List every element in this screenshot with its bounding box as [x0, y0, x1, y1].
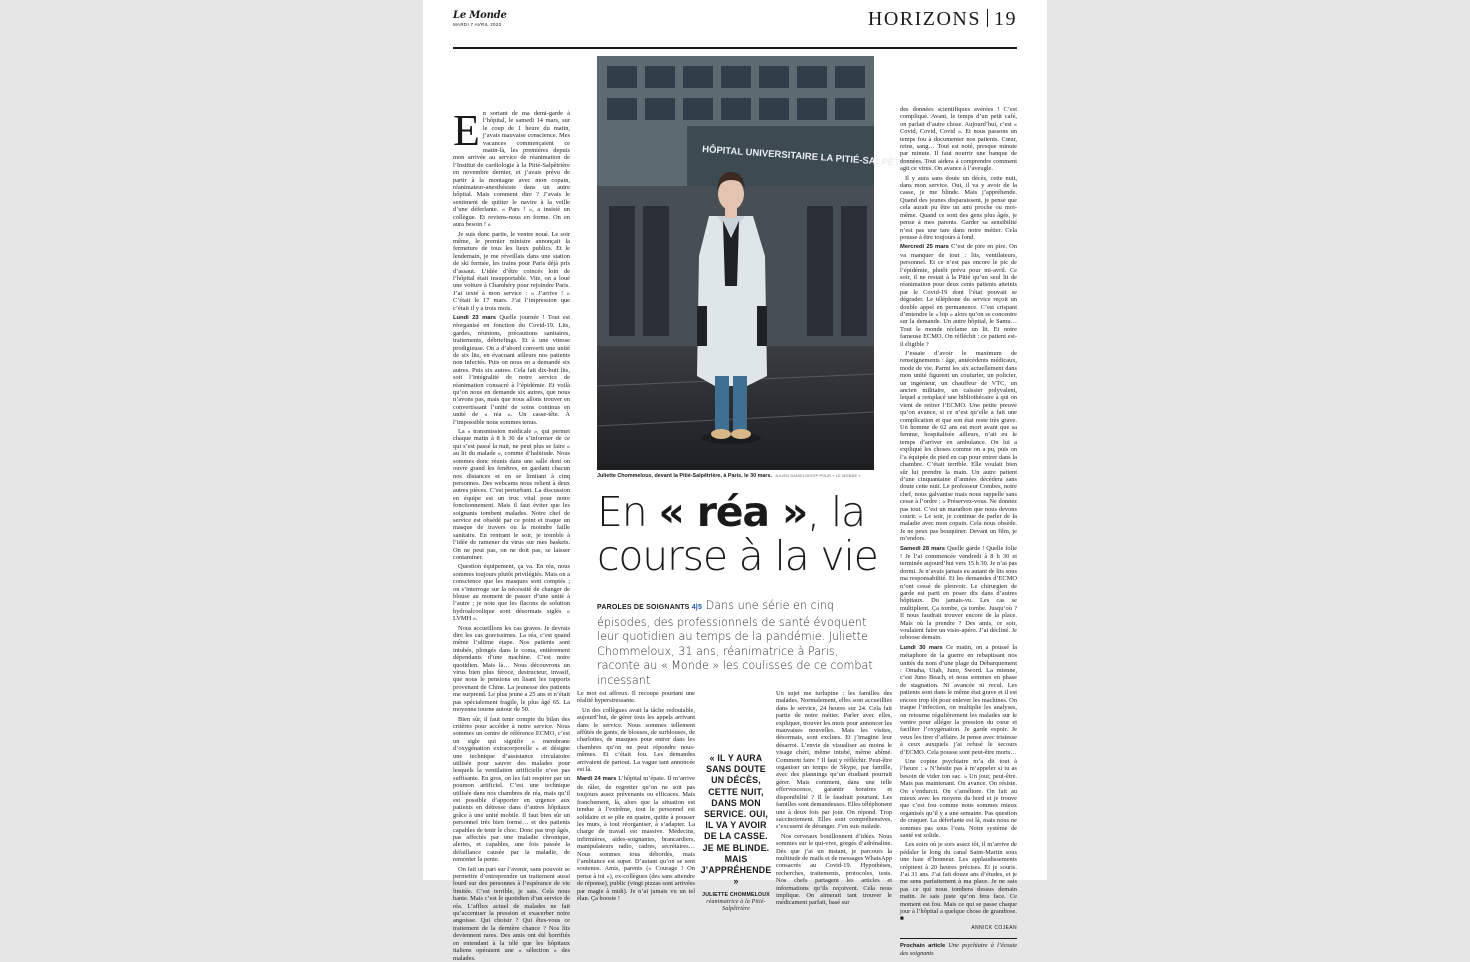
- article-paragraph: Nos cerveaux bouillonnent d’idées. Nous sommes sur le qui-vive, gorgés d’adrénaline. Dès que j’ai un instant, je parcours la multitude de mails et de messages WhatsApp consacrés au Covid-19. Hypothèses, recherches, traitements, protocoles, tests. Nos chefs partagent les articles et informations qu’ils reçoivent. Cela nous implique. On aimerait tant trouver le médicament parfait, basé sur: [776, 832, 892, 907]
- article-paragraph: Nous accueillons les cas graves. Je devrais dire les cas gravissimes. La réa, c’est quand même l’ultime étape. Nos patients sont intubés, plongés dans le coma, entièrement dépendants d’une machine. C’est notre quotidien. Mais là… Nous découvrons un virus bien plus féroce, destructeur, invasif, que nous le pensions en lisant les rapports provenant de Chine. La jeunesse des patients me surprend. Le plus jeune a 25 ans et n’était pas spécialement fragile, le plus âgé 65. La moyenne tourne autour de 50.: [453, 624, 570, 714]
- article-paragraph: Un sujet me turlupine : les familles des malades. Normalement, elles sont accueillies dans le service, 24 heures sur 24. Cela fait partie de notre métier. Parler avec elles, expliquer, trouver les mots pour annoncer les mauvaises nouvelles. Mais les visites, désormais, sont exclues. Et j’imagine leur désarroi. L’envie de visualiser au moins le visage chéri, même intubé, même abîmé. Comment faire ? Il faut y réfléchir. Peut-être organiser un temps de Skype, par famille, avec des plannings qu’un étudiant pourrait gérer. Mais comment, dans une telle effervescence, garantir horaires et disponibilité ? Il le faudrait pourtant. Les familles sont demandeuses. Elles téléphonent une à deux fois par jour. On répond. Trop succinctement. Elles sont compréhensives, s’excusent de déranger. J’en suis malade.: [776, 690, 892, 831]
- column-2-body: [577, 690, 695, 902]
- article-column-1: [453, 106, 570, 962]
- section-divider: [987, 9, 988, 27]
- column-4-body: [900, 106, 1017, 923]
- section-name: HORIZONS: [867, 8, 981, 30]
- article-column-4: [900, 106, 1017, 958]
- article-paragraph: Le mot est affreux. Il recoupe pourtant une réalité hyperstressante.: [577, 690, 695, 705]
- drop-cap: E: [453, 106, 480, 155]
- article-paragraph: Lundi 30 mars Ce matin, on a poussé la métaphore de la guerre en rebaptisant nos unités du nom d’une plage du Débarquement : Omaha, Utah, Juno, Sword. La mienne, c’est Juno Beach, et nous sommes en phase de stagnation. Ni avancée ni recul. Les patients sont dans le même état grave et il est encore trop tôt pour enlever les machines. On traque l’infection, on multiplie les analyses, on retourne régulièrement les malades sur le ventre pour alléger la pression du cœur et faciliter l’oxygénation. Je garde espoir. Je veux les tirer d’affaire. Je pense avec tristesse à ceux auxquels j’ai refusé le secours d’ECMO. Cela pousse sont peut-être morts…: [900, 643, 1017, 756]
- next-article-label: Prochain article: [900, 943, 946, 950]
- header-rule: [453, 47, 1017, 49]
- article-paragraph: La « transmission médicale », qui permet chaque matin à 8 h 30 de s’informer de ce qui s’est passé la nuit, ne peut plus se faire « au lit du malade », comme d’habitude. Nous sommes donc réunis dans une salle dont on ouvre grand les fenêtres, en gardant chacun nos distances et en se limitant à cinq personnes. Des webcams nous relient à deux autres pièces. C’est perturbant. La discussion en équipe est un truc vital pour notre fonctionnement. Mais il faut éviter que les soignants tombent malades. Notre chef de service est obsédé par ce point et traque un masque de travers ou la moindre faille sanitaire. En rentrant le soir, je tremble à l’idée de ramener du virus sur mes baskets. On ne peut pas, on ne doit pas, se laisser contaminer.: [453, 428, 570, 561]
- photo-credit: JULIEN DANIEL/MYOP POUR « LE MONDE »: [774, 474, 861, 478]
- page-number: 19: [994, 8, 1017, 30]
- article-column-3: [776, 690, 892, 907]
- article-paragraph: des données scientifiques avérées ! C’est compliqué. Avant, le temps d’un petit café, on parlait d’autre chose. Aujourd’hui, c’est « Covid, Covid, Covid ». Et nous passons un temps fou à documenter nos patients. Cœur, reins, sang… Tout est noté, presque minute par minute. Il faut nourrir une banque de données. Tout aidera à comprendre comment agit ce virus. On avance à l’aveugle.: [900, 106, 1017, 173]
- headline: [597, 490, 887, 578]
- episode-number: 4|5: [691, 604, 703, 611]
- article-paragraph: Lundi 23 mars Quelle journée ! Tout est réorganisé en fonction du Covid-19. Lits, gardes, réunions, précautions sanitaires, traitements, débriefings. Et à une vitesse prodigieuse. On a d’abord converti une unité de six lits, en évacuant ailleurs nos patients non infectés. Puis on nous en a demandé six autres. Puis six autres. Cela fait dix-huit lits, soit l’intégralité de notre service de réanimation consacré à l’épidémie. Et voilà qu’on nous en demande six autres, que nous n’avons pas, mais que nous allons trouver en convertissant l’unité de soins continus en unité de « réa ». Un casse-tête. À l’impossible nous sommes tenus.: [453, 313, 570, 426]
- hospital-sign-text: HÔPITAL UNIVERSITAIRE LA PITIÉ-SALPÊTRIÈRE: [701, 144, 930, 171]
- le-monde-logo: Le Monde: [453, 10, 507, 21]
- next-article-text: Une psychiatre à l’écoute des soignants: [900, 942, 1017, 958]
- next-article: [900, 938, 1017, 957]
- pull-quote-author: JULIETTE CHOMMELOUX: [702, 892, 770, 899]
- date-label: Lundi 30 mars: [900, 644, 947, 651]
- article-paragraph: Un des collègues avait la tâche redoutable, aujourd’hui, de gérer tous les appels arrivant dans le service. Nous sommes tellement affûtés de gants, de blouses, de surblouses, de charlottes, de masques pour entrer dans les chambres qu’on ne peut répondre nous-mêmes. Et c’était fou. Les demandes arrivaient de partout. La vague tant annoncée est là.: [577, 706, 695, 774]
- pull-quote-text: « IL Y AURA SANS DOUTE UN DÉCÈS, CETTE NUIT, DANS MON SERVICE. OUI, IL VA Y AVOIR DE LA CASSE. JE ME BLINDE. MAIS J’APPRÉHENDE »: [700, 753, 772, 887]
- date-label: Mercredi 25 mars: [900, 244, 952, 251]
- date-label: Mardi 24 mars: [577, 776, 619, 783]
- article-paragraph: J’essaie d’avoir le maximum de renseignements : âge, antécédents médicaux, mode de vie. Parmi les six actuellement dans mon unité figurent un couturier, un policier, un ingénieur, un chauffeur de VTC, un ancien militaire, un caissier polyvalent, lequel a remplacé une bibliothécaire à qui on vient de retirer l’ECMO. Une petite preuve qu’on avance, si ce n’est qu’elle a fait une complication et que son état reste très grave. Un homme de 62 ans est mort avant que sa femme, hospitalisée ailleurs, n’ait eu le temps d’arriver en ambulance. On lui a expliqué les choses comme on a pu, puis on l’a équipée de pied en cap pour entrer dans la chambre. C’était terrible. Elle voulait bien sûr lui prendre la main. Un autre patient d’une cinquantaine d’années décédera sans doute cette nuit. Le professeur Combes, notre chef, nous galvanise mais nous rappelle sans cesse à l’ordre : « Préservez-vous. Ne donnez pas tout. C’est un marathon que nous devons courir. » Le soir, je continue de parler de la maladie avec mon copain. Cela nous obsède. Je ne peux pas bouquiner. Devant un film, je m’endors.: [900, 350, 1017, 543]
- article-paragraph: Samedi 28 mars Quelle garde ! Quelle folie ! Je l’ai commencée vendredi à 8 h 30 et terminée aujourd’hui vers 15 h 30. Je n’ai pas dormi. Je n’avais jamais eu autant de lits sous ma responsabilité. Et les demandes d’ECMO n’ont cessé de pleuvoir. Le chirurgien de garde est parti en poser dix dans d’autres hôpitaux. Du jamais-vu. Les cas se multiplient. Ça tombe, ça tombe. Jusqu’où ? Il nous faudrait trouver encore de la place. Mais où la prendre ? Des amis, ce soir, voulaient faire un visio-apéro. J’ai décliné. Je reboose demain.: [900, 544, 1017, 642]
- headline-bold: « réa »: [658, 488, 808, 536]
- article-paragraph: Mercredi 25 mars C’est de pire en pire. On va manquer de tout : lits, ventilateurs, personnel. Et ce n’est pas encore le pic de l’épidémie, plutôt prévu pour mi-avril. Ce soir, il ne restait à la Pitié qu’un seul lit de réanimation pour deux cents patients atteints par le Covid-19 dont l’état pouvait se dégrader. Le téléphone du service reçoit un double appel en permanence. C’est crispant d’entendre le « bip » alors qu’on se concentre sur la demande. Un autre hôpital, le Samu… Tout le monde réclame un lit. Et notre fameuse ECMO. On réfléchit : ce patient est-il éligible ?: [900, 243, 1017, 348]
- masthead: [453, 10, 507, 27]
- series-kicker: [597, 604, 702, 611]
- pull-quote: [699, 753, 773, 912]
- article-paragraph: Une copine psychiatre m’a dit tout à l’heure : « N’hésite pas à m’appeler si tu as besoin de vider ton sac. » Un jour, peut-être. Mais pas maintenant. On avance. On résiste. On s’endurcit. On s’améliore. On fait au mieux avec les moyens du bord et je trouve que c’est fou comme nous sommes mieux organisés qu’il y a une semaine. Pas question de craquer. La déferlante est là, mais nous ne sommes pas sous l’eau. Notre système de santé est solide.: [900, 757, 1017, 839]
- article-paragraph: Mardi 24 mars L’hôpital m’épate. Il m’arrive de râler, de regretter qu’on ne soit pas toujours assez prévenants ou efficaces. Mais franchement, là, alors que la situation est tendue à l’extrême, tout le personnel est solidaire et se plie en quatre, quitte à pousser les murs, à tout réorganiser, à s’adapter. La charge de travail est massive. Médecins, infirmières, aides-soignantes, brancardiers, manipulateurs radio, cadres, secrétaires… Nous sommes tous débordés, mais l’ambiance est super. D’autant qu’on se sent soutenus. Amis, parents (« Courage ! On pense à toi »), ex-collègues (des sans attendre de réponse), public (vingt pizzas sont arrivées par magie à midi). Je n’ai jamais vu un tel élan. Ça booste !: [577, 775, 695, 902]
- issue-date: MARDI 7 AVRIL 2020: [453, 22, 502, 27]
- article-paragraph: Je suis donc partie, le ventre noué. Le soir même, le premier ministre annonçait la fermeture de tous les lieux publics. Et le lendemain, je me réveillais dans une station de ski fermée, les trains pour Paris déjà pris d’assaut. L’idée d’être coincés loin de l’hôpital était insupportable. Vite, on a loué une voiture à Chambéry pour rejoindre Paris. J’ai texté à mon service : « J’arrive ! » C’était le 17 mars. J’ai l’impression que c’était il y a trois mois.: [453, 230, 570, 312]
- section-header: [868, 8, 1017, 31]
- date-label: Samedi 28 mars: [900, 545, 947, 552]
- date-label: Lundi 23 mars: [453, 314, 500, 321]
- article-paragraph: Question équipement, ça va. En réa, nous sommes toujours plutôt privilégiés. Mais on a conscience que les masques sont comptés ; on s’interroge sur la nécessité de changer de blouse au moment de passer d’une unité à l’autre ; je note que les flacons de solution hydroalcoolique sont désormais siglés « LVMH ».: [453, 563, 570, 623]
- article-paragraph: Il y aura sans doute un décès, cette nuit, dans mon service. Oui, il va y avoir de la casse, je me blinde. Mais j’appréhende. Quand des jeunes disparaissent, je pense que cela aurait pu être un ami proche ou moi-même. Quand ce sont des gens plus âgés, je pense à mes parents. Garder sa sensibilité n’est pas une tare dans notre métier. Cela pousse à être toujours à fond.: [900, 174, 1017, 241]
- photo-caption: [597, 473, 887, 479]
- newspaper-page: [423, 0, 1047, 962]
- standfirst: [597, 599, 882, 689]
- column-1-body: [453, 106, 570, 962]
- author-signature: ANNICK COJEAN: [971, 924, 1017, 931]
- headline-part-2: , la course à la vie: [597, 488, 878, 580]
- article-paragraph: Les soirs où je sors assez tôt, il m’arrive de pédaler le long du canal Saint-Martin sous une haie d’honneur. Les applaudissements crépitent à 20 heures précises. Et je souris. J’ai 31 ans. J’ai fait douze ans d’études, et je me sens parfaitement à ma place. Je ne sais pas ce qui nous tombera dessus demain matin. Je sais juste qu’on fera face. Ce moment est fou. Mais ce qui se passe chaque jour à l’hôpital a quelque chose de grandiose. ■: [900, 841, 1017, 923]
- article-paragraph: On fait un pari sur l’avenir, sans pouvoir se permettre d’entreprendre un traitement aussi lourd sur des personnes à l’espérance de vie limitée. C’est terrible, je sais. Cela nous hante. Mais c’est le quotidien d’un service de réa. L’afflux actuel de malades ne fait qu’accentuer la pression et exacerber notre angoisse. Qui choisir ? Qui êtes-vous ce traitement de la dernière chance ? Nos lits deviennent rares. Des amis ont été horrifiés en entendant à la télé que les hôpitaux italiens opéraient une « sélection » des malades.: [453, 865, 570, 962]
- article-paragraph: n sortant de ma demi-garde à l’hôpital, le samedi 14 mars, sur le coup de 1 heure du matin, j’avais mauvaise conscience. Mes vacances commençaient ce matin-là, les premières depuis mon arrivée au service de réanimation de l’Institut de cardiologie à la Pitié-Salpêtrière en novembre dernier, et j’avais prévu de partir à la montagne avec mon copain, réanimateur-anesthésiste dans un autre hôpital. Mais comment dire ? J’avais le sentiment de quitter le navire à la veille d’une déferlante. « Pars ! », a insisté un collègue. Et reviens-nous en forme. On en aura besoin ! »: [453, 110, 570, 229]
- article-paragraph: Bien sûr, il faut tenir compte du bilan des critères pour accéder à notre service. Nous sommes un centre de référence ECMO, c’est un sigle qui signifie « membrane d’oxygénation extracorporelle » et désigne une technique d’assistance circulatoire utilisée pour sauver des malades pour lesquels la ventilation artificielle n’est pas suffisante. En gros, on les fait respirer par un poumon artificiel. C’est une technique utilisée dans nos chambres de réa, mais qu’il est possible d’apporter en urgence aux patients en détresse dans d’autres hôpitaux grâce à une unité mobile. Il faut bien sûr un personnel très bien formé… et des patients capables de tenir le choc. Donc pas trop âgés, pas affectés par une maladie chronique, alertes, et capables, une fois passée la défaillance causée par la maladie, de remonter la pente.: [453, 715, 570, 864]
- kicker-label: PAROLES DE SOIGNANTS: [597, 604, 690, 611]
- caption-text: Juliette Chommeloux, devant la Pitié-Salpêtrière, à Paris, le 30 mars.: [597, 473, 772, 479]
- column-3-body: [776, 690, 892, 907]
- standfirst-text: Dans une série en cinq épisodes, des professionnels de santé évoquent leur quotidien au temps de la pandémie. Juliette Chommeloux, 31 ans, réanimatrice à Paris, raconte au « Monde » les coulisses de ce combat incessant: [597, 599, 873, 687]
- pull-quote-role: réanimatrice à la Pitié-Salpêtrière: [706, 898, 766, 912]
- article-column-2: [577, 690, 695, 902]
- headline-part-1: En: [597, 488, 659, 536]
